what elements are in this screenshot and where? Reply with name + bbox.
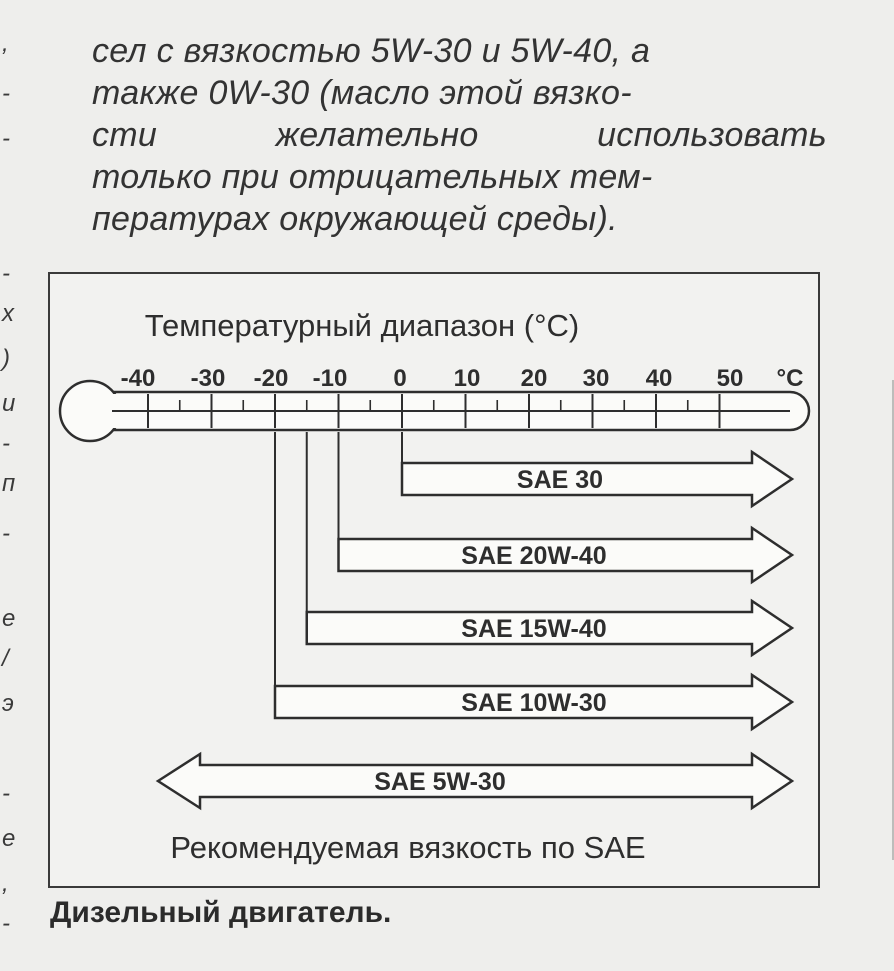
scale-label: -30 xyxy=(190,365,226,392)
scale-label: 40 xyxy=(645,365,673,392)
margin-fragment: - xyxy=(2,260,10,287)
left-column-fragments xyxy=(0,0,30,971)
margin-fragment: , xyxy=(2,30,9,57)
paragraph-line-3-word-1: сти xyxy=(92,116,158,154)
scale-label: 30 xyxy=(582,365,610,392)
margin-fragment: - xyxy=(2,80,10,107)
sae-grade-arrows xyxy=(158,432,792,808)
scale-label: 0 xyxy=(393,365,407,392)
paragraph-line-3 xyxy=(92,114,827,156)
paragraph-line-3-word-3: использовать xyxy=(597,116,827,154)
margin-fragment: е xyxy=(2,605,16,632)
margin-fragment: - xyxy=(2,125,10,152)
scale-label: °C xyxy=(776,365,804,392)
paragraph-line-3-word-2: желательно xyxy=(275,116,479,154)
grade-label: SAE 20W-40 xyxy=(461,542,607,570)
figure-title: Температурный диапазон (°C) xyxy=(144,308,580,343)
scale-label: -10 xyxy=(312,365,348,392)
margin-fragment: - xyxy=(2,430,10,457)
viscosity-diagram xyxy=(50,274,822,890)
body-paragraph xyxy=(92,30,827,240)
grade-label: SAE 5W-30 xyxy=(374,768,506,796)
paragraph-line-2: также 0W-30 (масло этой вязко- xyxy=(92,74,632,112)
figure-footer: Рекомендуемая вязкость по SAE xyxy=(170,830,646,865)
margin-fragment: х xyxy=(2,300,14,327)
margin-fragment: ) xyxy=(2,345,10,372)
scale-label: 20 xyxy=(520,365,548,392)
scale-label: 50 xyxy=(716,365,744,392)
grade-label: SAE 15W-40 xyxy=(461,615,607,643)
temperature-scale-labels xyxy=(121,365,804,392)
margin-fragment: п xyxy=(2,470,16,497)
thermometer xyxy=(60,381,809,441)
scale-label: 10 xyxy=(453,365,481,392)
paragraph-line-5: пературах окружающей среды). xyxy=(92,200,618,238)
figure-caption: Дизельный двигатель. xyxy=(50,896,392,929)
margin-fragment: / xyxy=(2,645,9,672)
margin-fragment: е xyxy=(2,825,16,852)
margin-fragment: , xyxy=(2,870,9,897)
grade-label: SAE 10W-30 xyxy=(461,689,607,717)
viscosity-figure xyxy=(48,272,820,888)
margin-fragment: - xyxy=(2,520,10,547)
margin-fragment: и xyxy=(2,390,16,417)
scale-label: -40 xyxy=(120,365,156,392)
paragraph-line-1: сел с вязкостью 5W-30 и 5W-40, а xyxy=(92,32,651,70)
margin-fragment: э xyxy=(2,690,14,717)
scale-label: -20 xyxy=(253,365,289,392)
paragraph-line-4: только при отрицательных тем- xyxy=(92,158,653,196)
margin-fragment: - xyxy=(2,780,10,807)
margin-fragment: - xyxy=(2,910,10,937)
grade-label: SAE 30 xyxy=(516,466,604,494)
